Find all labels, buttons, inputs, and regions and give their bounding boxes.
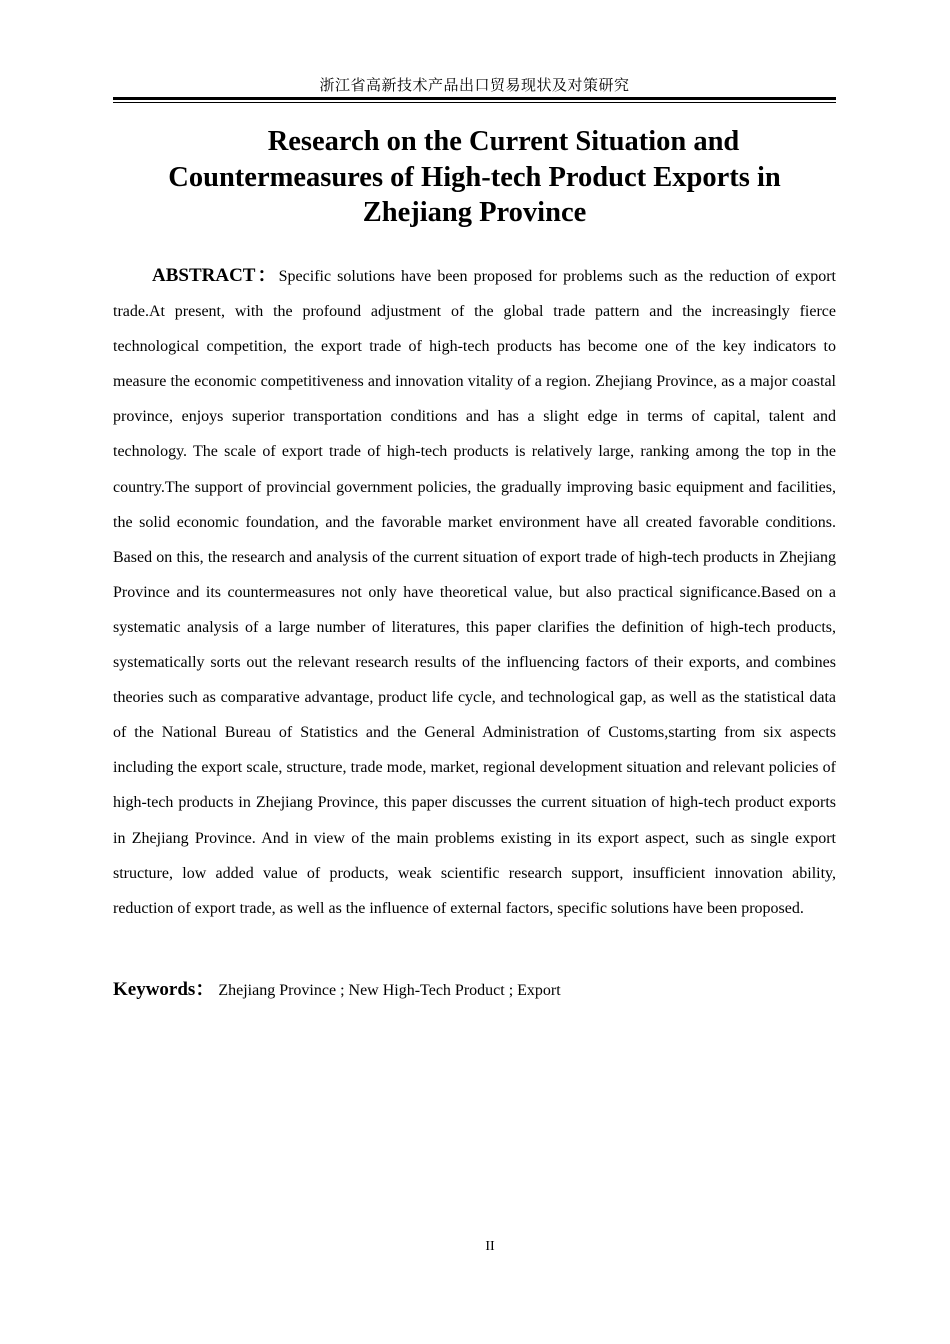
keywords-label: Keywords： xyxy=(113,979,215,1000)
header-rule-thin xyxy=(113,102,836,103)
title-line-3: Zhejiang Province xyxy=(362,197,587,228)
title-line-1: Research on the Current Situation and xyxy=(267,126,740,157)
abstract-text: Specific solutions have been proposed for problems such as the reduction of export trade.At present, with the profound adjustment of the global trade pattern and the increasingly fierce technological competition, the export trade of high-tech products has become one of the key indicators to measure the economic competitiveness and innovation vitality of a region. Zhejiang Province, as a major coastal province, enjoys superior transportation conditions and has a slight edge in terms of capital, talent and technology. The scale of export trade of high-tech products is relatively large, ranking among the top in the country.The support of provincial government policies, the gradually improving basic equipment and facilities, the solid economic foundation, and the favorable market environment have all created favorable conditions. Based on this, the research and analysis of the current situation of export trade of high-tech products in Zhejiang Province and its countermeasures not only have theoretical value, but also practical significance.Based on a systematic analysis of a large number of literatures, this paper clarifies the definition of high-tech products, systematically sorts out the relevant research results of the influencing factors of their exports, and combines theories such as comparative advantage, product life cycle, and technological gap, as well as the statistical data of the National Bureau of Statistics and the General Administration of Customs,starting from six aspects including the export scale, structure, trade mode, market, regional development situation and relevant policies of high-tech products in Zhejiang Province, this paper discusses the current situation of high-tech product exports in Zhejiang Province. And in view of the main problems existing in its export aspect, such as single export structure, low added value of products, weak scientific research support, insufficient innovation ability, reduction of export trade, as well as the influence of external factors, specific solutions have been proposed. xyxy=(113,268,836,917)
keywords-line xyxy=(113,974,836,1007)
paper-title xyxy=(113,124,836,231)
title-line-2: Countermeasures of High-tech Product Exports in xyxy=(168,161,781,193)
header-rule-thick xyxy=(113,97,836,100)
page-number: II xyxy=(485,1239,495,1254)
abstract-label: ABSTRACT： xyxy=(152,265,279,286)
running-header: 浙江省高新技术产品出口贸易现状及对策研究 xyxy=(319,78,630,94)
abstract-paragraph xyxy=(113,258,836,926)
keywords-text: Zhejiang Province ; New High-Tech Product ; Export xyxy=(218,982,561,999)
